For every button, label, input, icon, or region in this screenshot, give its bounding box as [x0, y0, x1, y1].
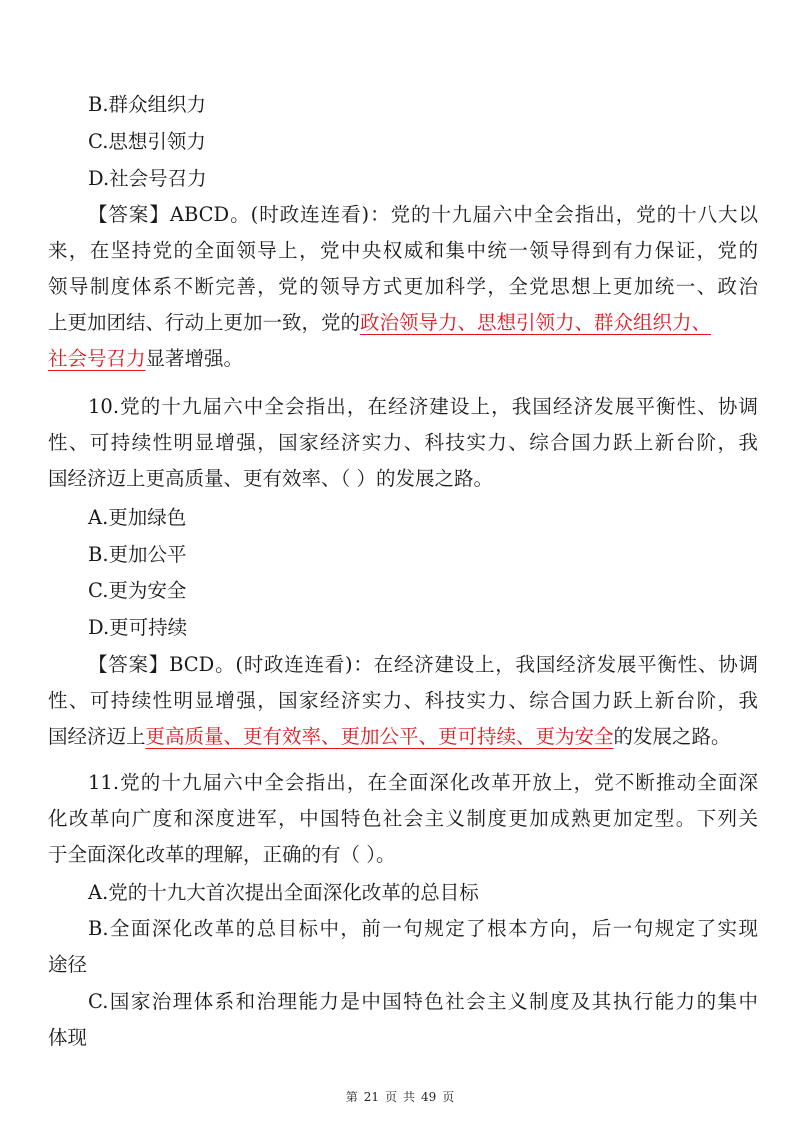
q11-stem-line-2: 化改革向广度和深度进军，中国特色社会主义制度更加成熟更加定型。下列关 [48, 807, 758, 830]
q11-stem-line-1: 11.党的十九届六中全会指出，在全面深化改革开放上，党不断推动全面深 [88, 771, 758, 794]
q10-option-d: D.更可持续 [88, 616, 188, 639]
q10-answer-line-2: 性、可持续性明显增强，国家经济实力、科技实力、综合国力跃上新台阶，我 [48, 689, 758, 712]
footer-page-word: 页 [384, 1090, 397, 1104]
q11-option-b-line-1: B.全面深化改革的总目标中，前一句规定了根本方向，后一句规定了实现 [88, 917, 758, 940]
q9-answer-highlight-1: 政治领导力、思想引领力、群众组织力、 [360, 311, 712, 334]
q11-stem-line-3: 于全面深化改革的理解，正确的有（ ）。 [48, 843, 396, 866]
q9-option-b: B.群众组织力 [88, 93, 207, 116]
q9-answer-line-5-text: 显著增强。 [145, 347, 244, 370]
q9-answer-line-4-text: 上更加团结、行动上更加一致，党的 [48, 311, 361, 334]
q10-stem-line-3: 国经济迈上更高质量、更有效率、（ ）的发展之路。 [48, 467, 493, 490]
q10-stem-line-1: 10.党的十九届六中全会指出，在经济建设上，我国经济发展平衡性、协调 [88, 395, 758, 418]
footer-total-pages: 49 [421, 1090, 437, 1104]
page-footer [0, 1088, 800, 1105]
q11-option-c-line-2: 体现 [48, 1026, 88, 1049]
q9-answer-line-5 [48, 344, 758, 374]
q10-stem-line-2: 性、可持续性明显增强，国家经济实力、科技实力、综合国力跃上新台阶，我 [48, 431, 758, 454]
q9-answer-line-2: 来，在坚持党的全面领导上，党中央权威和集中统一领导得到有力保证，党的 [48, 239, 758, 262]
q9-answer-highlight-2: 社会号召力 [48, 347, 146, 370]
footer-suffix: 页 [442, 1090, 455, 1104]
q9-answer-line-3: 领导制度体系不断完善，党的领导方式更加科学，全党思想上更加统一、政治 [48, 275, 758, 298]
footer-prefix: 第 [345, 1090, 358, 1104]
q10-answer-line-3 [48, 722, 758, 752]
q11-option-a: A.党的十九大首次提出全面深化改革的总目标 [88, 881, 479, 904]
q10-answer-highlight: 更高质量、更有效率、更加公平、更可持续、更为安全 [145, 725, 614, 748]
q10-answer-line-3-text: 国经济迈上 [48, 725, 146, 748]
q9-option-c: C.思想引领力 [88, 130, 206, 153]
q9-answer-line-1: 【答案】ABCD。(时政连连看)：党的十九届六中全会指出，党的十八大以 [88, 203, 758, 226]
q9-answer-line-4 [48, 308, 758, 338]
q11-option-b-line-2: 途径 [48, 953, 88, 976]
q10-option-b: B.更加公平 [88, 543, 187, 566]
q10-answer-line-1: 【答案】BCD。(时政连连看)：在经济建设上，我国经济发展平衡性、协调 [88, 653, 758, 676]
q10-option-c: C.更为安全 [88, 579, 187, 602]
q11-option-c-line-1: C.国家治理体系和治理能力是中国特色社会主义制度及其执行能力的集中 [88, 990, 758, 1013]
footer-total-word: 共 [403, 1090, 416, 1104]
q10-option-a: A.更加绿色 [88, 506, 187, 529]
footer-current-page: 21 [363, 1090, 379, 1104]
q10-answer-line-3-end: 的发展之路。 [613, 725, 731, 748]
q9-option-d: D.社会号召力 [88, 167, 207, 190]
